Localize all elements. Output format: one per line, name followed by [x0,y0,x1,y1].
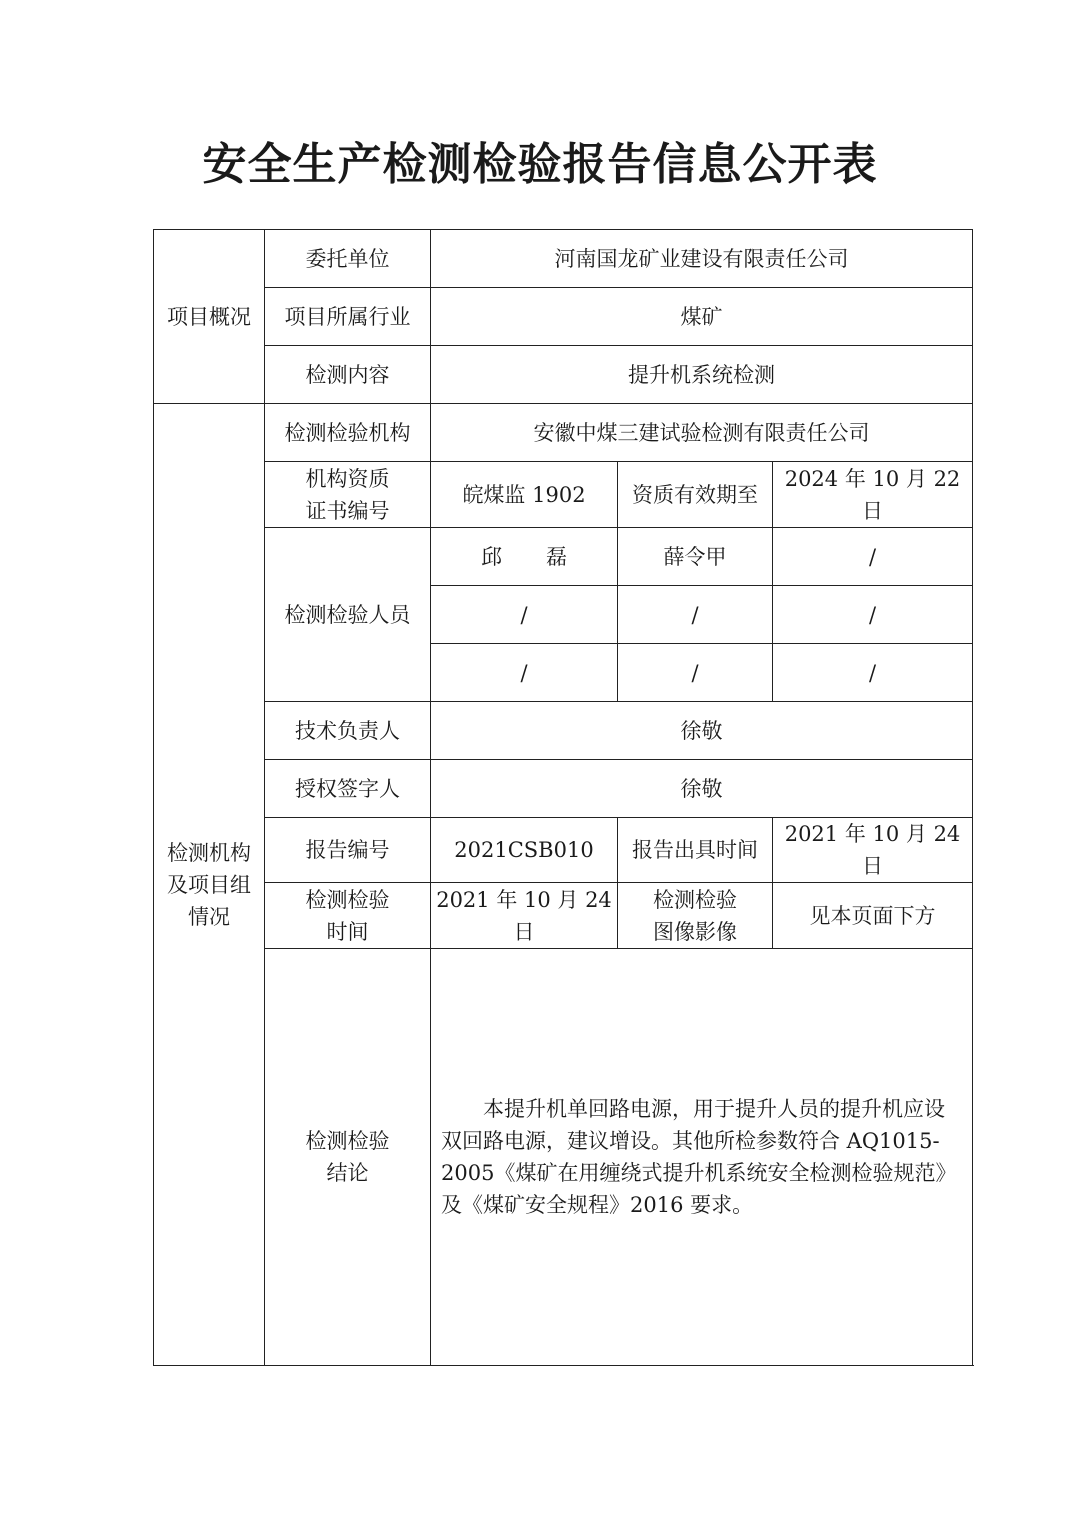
section-conclusion-label-line: 检测检验 [305,1129,390,1153]
section-org-label-line: 情况 [188,904,230,929]
table-row [154,404,973,462]
image-value: 见本页面下方 [773,883,973,949]
personnel-cell: / [618,586,773,644]
inspect-time-value: 2021 年 10 月 24 日 [431,883,618,949]
personnel-label: 检测检验人员 [265,528,431,702]
validity-label: 资质有效期至 [618,462,773,528]
personnel-cell: / [618,644,773,702]
conclusion-text: 本提升机单回路电源，用于提升人员的提升机应设双回路电源，建议增设。其他所检参数符合 AQ1015-2005《煤矿在用缠绕式提升机系统安全检测检验规范》及《煤矿安全规程》2016 要求。 [431,949,973,1366]
tech-lead-value: 徐敬 [431,702,973,760]
page-title: 安全生产检测检验报告信息公开表 [202,139,878,190]
industry-value: 煤矿 [431,288,973,346]
tech-lead-label: 技术负责人 [265,702,431,760]
content-value: 提升机系统检测 [431,346,973,404]
validity-value: 2024 年 10 月 22 日 [773,462,973,528]
table-row [154,760,973,818]
cert-label-line: 机构资质 [305,466,390,491]
issue-time-label: 报告出具时间 [618,818,773,883]
inspect-time-label [265,883,431,949]
report-no-value: 2021CSB010 [431,818,618,883]
agency-value: 安徽中煤三建试验检测有限责任公司 [431,404,973,462]
industry-label: 项目所属行业 [265,288,431,346]
issue-time-value: 2021 年 10 月 24 日 [773,818,973,883]
personnel-name-part: 邱 [481,544,502,569]
table-row [154,528,973,586]
client-label: 委托单位 [265,230,431,288]
table-row [154,288,973,346]
personnel-cell: / [431,644,618,702]
image-label-line: 图像影像 [653,919,737,944]
image-label-line: 检测检验 [653,887,737,912]
table-row [154,883,973,949]
personnel-cell: / [431,586,618,644]
signer-label: 授权签字人 [265,760,431,818]
cert-label [265,462,431,528]
table-row [154,346,973,404]
table-row [154,818,973,883]
section-org-label [154,404,265,1366]
table-row [154,230,973,288]
inspect-time-label-line: 检测检验 [305,887,390,912]
cert-value: 皖煤监 1902 [431,462,618,528]
table-row [154,949,973,1366]
section-org-label-line: 检测机构 [167,840,251,865]
personnel-cell: / [773,528,973,586]
signer-value: 徐敬 [431,760,973,818]
table-row [154,462,973,528]
personnel-cell: / [773,644,973,702]
section-conclusion-label-line: 结论 [326,1161,369,1185]
personnel-cell [431,528,618,586]
cert-label-line: 证书编号 [305,498,390,523]
personnel-cell: / [773,586,973,644]
image-label [618,883,773,949]
report-info-table [153,229,973,1366]
content-label: 检测内容 [265,346,431,404]
report-no-label: 报告编号 [265,818,431,883]
personnel-cell: 薛令甲 [618,528,773,586]
section-org-label-line: 及项目组 [167,872,251,897]
section-conclusion-label [265,949,431,1366]
client-value: 河南国龙矿业建设有限责任公司 [431,230,973,288]
inspect-time-label-line: 时间 [326,919,369,944]
agency-label: 检测检验机构 [265,404,431,462]
table-row [154,702,973,760]
personnel-name-part: 磊 [546,544,567,569]
section-overview-label: 项目概况 [154,230,265,404]
